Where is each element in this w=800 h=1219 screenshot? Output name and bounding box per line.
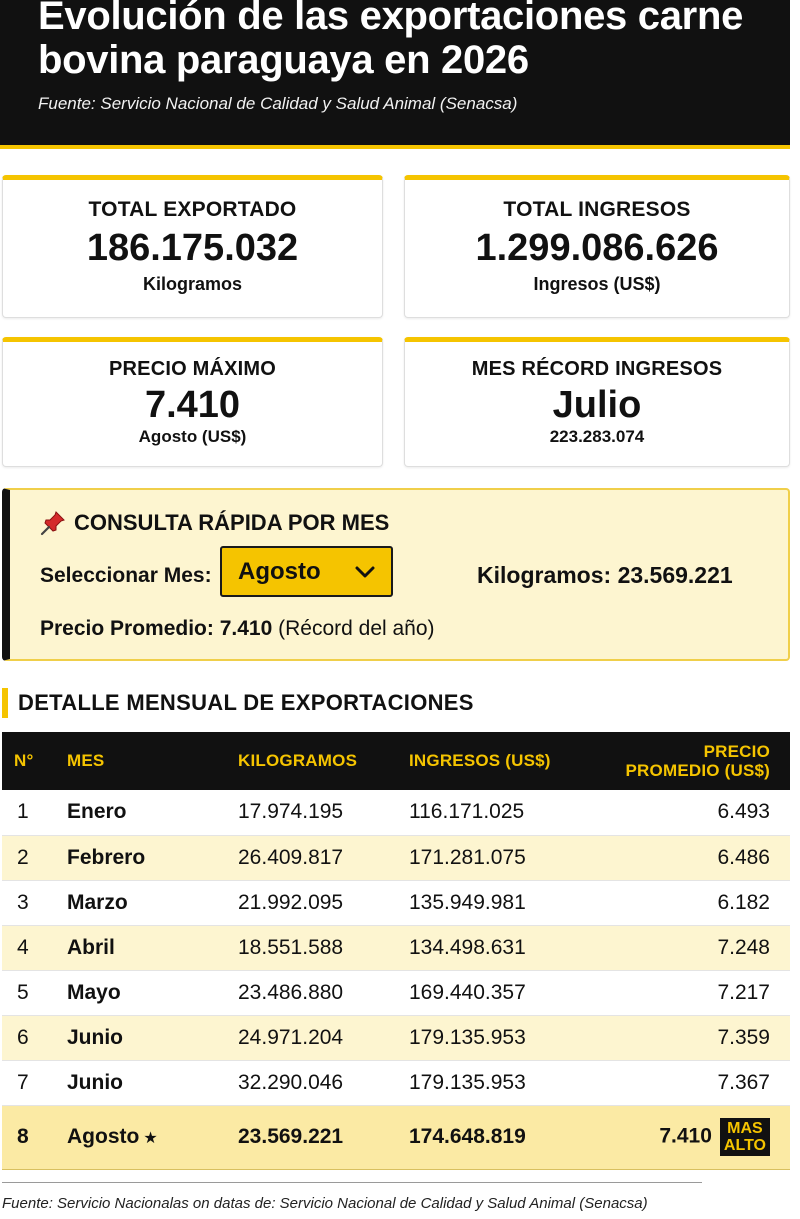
cell-mes: Junio	[67, 1070, 123, 1094]
cell-precio: 6.182	[717, 890, 770, 914]
cell-ingresos: 174.648.819	[409, 1125, 526, 1148]
footer-source: Fuente: Servicio Nacionalas on datas de: Servicio Nacional de Calidad y Salud Animal (Senacsa)	[2, 1195, 648, 1212]
table-row	[2, 1060, 790, 1105]
card-unit: Kilogramos	[142, 274, 243, 294]
cell-precio: 6.486	[717, 845, 770, 869]
cell-n: 3	[17, 890, 29, 914]
consulta-title	[40, 510, 389, 536]
cell-n: 2	[17, 845, 29, 869]
cell-n: 6	[17, 1025, 29, 1049]
select-month-label: Seleccionar Mes:	[40, 564, 212, 587]
cell-n: 5	[17, 980, 29, 1004]
cell-ingresos: 116.171.025	[409, 800, 525, 824]
exports-table	[2, 732, 790, 1170]
card-value: 186.175.032	[86, 227, 299, 269]
table-row	[2, 925, 790, 970]
table-row	[2, 970, 790, 1015]
table-row	[2, 790, 790, 835]
consulta-precio-promedio	[40, 617, 435, 641]
cell-precio: 7.248	[717, 935, 770, 959]
mas-alto-badge	[720, 1118, 770, 1156]
chevron-down-icon	[355, 565, 375, 579]
header-ingresos: INGRESOS (US$)	[409, 751, 551, 770]
header	[0, 0, 790, 145]
cell-ingresos: 169.440.357	[409, 980, 526, 1004]
header-mes: MES	[67, 751, 105, 770]
footer-divider	[2, 1182, 702, 1183]
cell-precio: 7.367	[717, 1070, 770, 1094]
consulta-panel	[2, 488, 790, 661]
cell-mes: Mayo	[67, 980, 121, 1004]
consulta-kilogramos: Kilogramos: 23.569.221	[477, 562, 733, 588]
cell-mes: Abril	[67, 935, 115, 959]
cell-precio	[592, 1105, 790, 1169]
cell-kilogramos: 18.551.588	[238, 935, 344, 959]
table-row	[2, 880, 790, 925]
card-value: Julio	[552, 384, 642, 426]
card-total-exportado	[2, 175, 383, 318]
cell-kilogramos: 21.992.095	[238, 890, 344, 914]
cell-kilogramos: 23.569.221	[238, 1125, 344, 1148]
header-kilogramos: KILOGRAMOS	[238, 751, 358, 770]
cell-ingresos: 179.135.953	[409, 1070, 526, 1094]
consulta-precio-note: (Récord del año)	[278, 617, 435, 640]
card-label: PRECIO MÁXIMO	[108, 358, 277, 380]
cell-kilogramos: 32.290.046	[238, 1070, 344, 1094]
card-label: MES RÉCORD INGRESOS	[471, 358, 723, 380]
table-header-row	[2, 732, 790, 790]
star-icon: ★	[143, 1130, 158, 1147]
card-unit: Ingresos (US$)	[533, 274, 661, 294]
badge-line1: MAS	[727, 1120, 763, 1137]
cell-ingresos: 171.281.075	[409, 845, 526, 869]
cell-ingresos: 135.949.981	[409, 890, 526, 914]
month-select-value: Agosto	[238, 557, 321, 585]
section-title: DETALLE MENSUAL DE EXPORTACIONES	[2, 688, 474, 718]
cell-ingresos: 134.498.631	[409, 935, 526, 959]
card-unit: Agosto (US$)	[138, 427, 247, 446]
consulta-title-text: CONSULTA RÁPIDA POR MES	[74, 510, 390, 535]
cell-kilogramos: 26.409.817	[238, 845, 344, 869]
cell-mes: Febrero	[67, 845, 146, 869]
cell-mes: Enero	[67, 800, 127, 824]
cell-precio: 7.359	[717, 1025, 770, 1049]
pushpin-icon	[40, 510, 66, 536]
cell-n: 4	[17, 935, 29, 959]
month-select[interactable]	[220, 546, 393, 597]
cell-kilogramos: 24.971.204	[238, 1025, 344, 1049]
header-precio-line1: PRECIO	[703, 742, 770, 761]
cell-precio-value: 7.410	[659, 1124, 712, 1148]
cell-mes: Marzo	[67, 890, 128, 914]
card-label: TOTAL INGRESOS	[503, 198, 691, 221]
cell-precio: 6.493	[717, 800, 770, 824]
cell-ingresos: 179.135.953	[409, 1025, 526, 1049]
header-n: N°	[14, 751, 34, 770]
card-label: TOTAL EXPORTADO	[88, 198, 297, 221]
header-divider	[0, 145, 790, 149]
cell-mes	[52, 1105, 222, 1169]
cell-precio: 7.217	[717, 980, 770, 1004]
consulta-precio-label: Precio Promedio: 7.410	[40, 617, 273, 640]
cell-mes: Junio	[67, 1025, 123, 1049]
table-row	[2, 1015, 790, 1060]
badge-line2: ALTO	[723, 1137, 766, 1154]
table-row	[2, 835, 790, 880]
cell-mes-text: Agosto	[67, 1125, 140, 1148]
header-precio	[592, 732, 790, 790]
cell-kilogramos: 23.486.880	[238, 980, 344, 1004]
card-mes-record	[404, 337, 790, 467]
card-value: 1.299.086.626	[475, 227, 719, 269]
card-total-ingresos	[404, 175, 790, 318]
card-precio-maximo	[2, 337, 383, 467]
table-row-highlight	[2, 1105, 790, 1169]
page-title: Evolución de las exportaciones carne bovina paraguaya en 2026	[38, 0, 744, 82]
header-precio-line2: PROMEDIO (US$)	[625, 761, 770, 780]
cell-n: 8	[17, 1125, 29, 1148]
card-value: 7.410	[144, 384, 241, 426]
cell-kilogramos: 17.974.195	[238, 800, 344, 824]
card-unit: 223.283.074	[549, 427, 645, 446]
cell-n: 7	[17, 1070, 29, 1094]
cell-n: 1	[17, 800, 29, 824]
page-subtitle: Fuente: Servicio Nacional de Calidad y Salud Animal (Senacsa)	[38, 94, 518, 113]
